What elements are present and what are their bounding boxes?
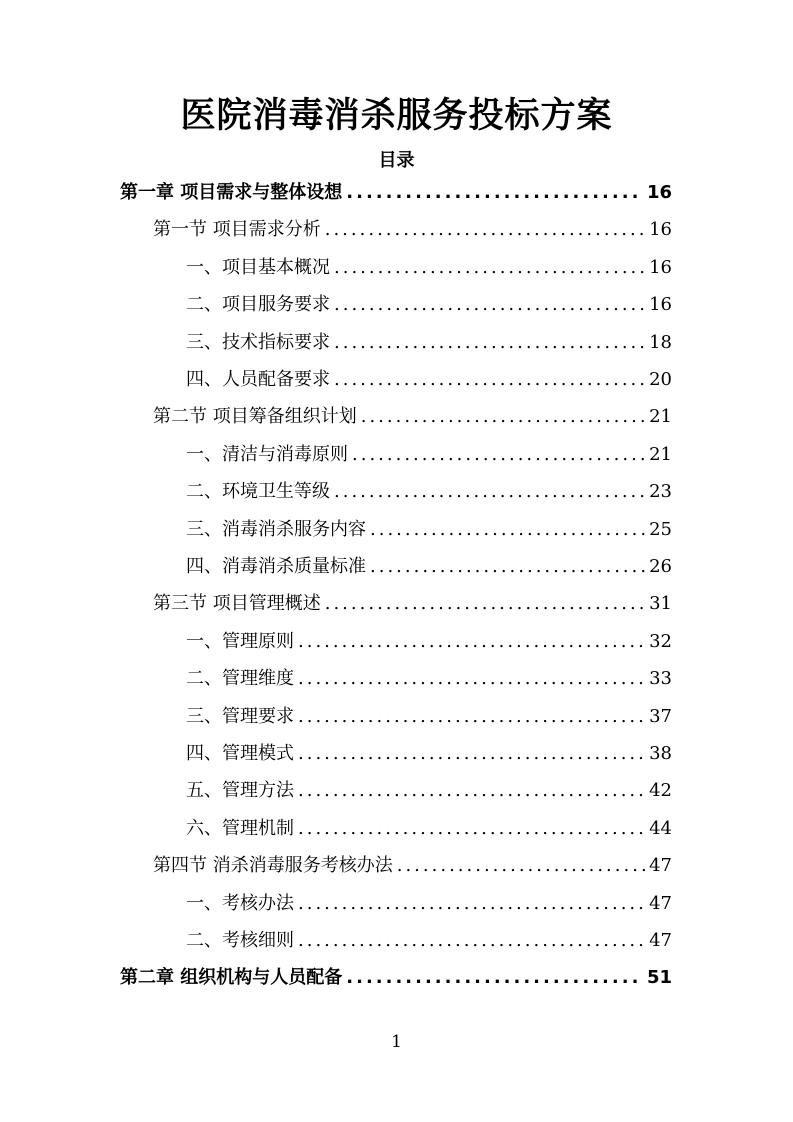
toc-leader-dots [298,629,645,655]
toc-leader-dots [370,517,645,543]
toc-entry-page: 25 [649,518,672,540]
toc-entry-page: 47 [649,892,672,914]
toc-entry[interactable] [186,367,672,393]
toc-leader-dots [298,891,645,917]
toc-entry-page: 42 [649,780,672,802]
toc-entry-page: 26 [649,556,672,577]
toc-leader-dots [334,479,645,505]
toc-entry-label: 四、人员配备要求 [186,369,330,390]
toc-entry-page: 18 [649,331,672,353]
toc-entry-page: 47 [649,855,672,877]
toc-entry-page: 47 [649,930,672,951]
toc-leader-dots [298,778,645,804]
toc-entry-label: 三、消毒消杀服务内容 [186,518,366,540]
document-title: 医院消毒消杀服务投标方案 [180,96,613,136]
toc-entry[interactable] [120,965,672,991]
toc-entry-label: 第三节 项目管理概述 [153,593,321,615]
toc-entry[interactable] [186,517,672,543]
toc-entry-label: 第一章 项目需求与整体设想 [120,182,343,203]
toc-entry[interactable] [186,255,672,281]
toc-entry[interactable] [186,292,672,318]
toc-entry[interactable] [186,891,672,917]
toc-entry-label: 二、项目服务要求 [186,294,330,316]
toc-entry-page: 16 [646,182,672,203]
toc-entry-page: 31 [649,593,672,615]
toc-entry-label: 一、项目基本概况 [186,256,330,278]
toc-leader-dots [346,180,643,206]
toc-leader-dots [346,965,643,991]
toc-leader-dots [298,816,645,842]
toc-entry-label: 五、管理方法 [186,780,294,802]
toc-entry-label: 二、管理维度 [186,668,294,690]
toc-entry-page: 23 [649,481,672,503]
toc-leader-dots [370,554,645,580]
toc-entry[interactable] [186,442,672,468]
toc-leader-dots [298,704,645,730]
toc-entry-page: 21 [649,406,672,428]
toc-entry-label: 三、技术指标要求 [186,331,330,353]
toc-entry-label: 一、考核办法 [186,892,294,914]
toc-entry-page: 32 [649,630,672,652]
toc-entry[interactable] [153,591,672,617]
toc-entry[interactable] [120,180,672,206]
toc-entry[interactable] [186,330,672,356]
toc-entry[interactable] [153,853,672,879]
toc-entry-label: 一、清洁与消毒原则 [186,443,348,465]
toc-entry[interactable] [186,479,672,505]
toc-entry-label: 第二节 项目筹备组织计划 [153,406,357,428]
toc-leader-dots [352,442,645,468]
toc-entry[interactable] [186,666,672,692]
toc-entry-label: 第二章 组织机构与人员配备 [120,967,343,989]
toc-entry-label: 四、管理模式 [186,743,294,764]
toc-entry-page: 16 [649,294,672,316]
toc-entry-page: 16 [649,219,672,241]
toc-entry[interactable] [186,704,672,730]
toc-entry-page: 37 [649,705,672,727]
toc-leader-dots [334,367,645,393]
toc-entry-page: 21 [649,443,672,465]
toc-leader-dots [325,591,645,617]
toc-heading: 目录 [378,150,415,171]
toc-leader-dots [334,255,645,281]
toc-entry-page: 33 [649,668,672,690]
toc-entry-label: 三、管理要求 [186,705,294,727]
toc-entry-label: 第四节 消杀消毒服务考核办法 [153,855,393,877]
toc-entry[interactable] [186,778,672,804]
toc-entry[interactable] [153,404,672,430]
toc-leader-dots [334,292,645,318]
toc-entry-page: 44 [649,817,672,839]
toc-entry[interactable] [186,554,672,580]
toc-leader-dots [298,666,645,692]
page-number: 1 [391,1032,402,1052]
toc-entry[interactable] [186,629,672,655]
toc-entry-page: 51 [646,967,672,989]
toc-entry-label: 二、考核细则 [186,930,294,951]
toc-entry[interactable] [153,217,672,243]
toc-leader-dots [361,404,645,430]
toc-leader-dots [298,741,645,767]
toc-entry-label: 六、管理机制 [186,817,294,839]
toc-entry[interactable] [186,741,672,767]
toc-entry-label: 第一节 项目需求分析 [153,219,321,241]
toc-entry[interactable] [186,928,672,954]
toc-entry-page: 16 [649,256,672,278]
toc-entry-label: 四、消毒消杀质量标准 [186,556,366,577]
toc-entry-label: 二、环境卫生等级 [186,481,330,503]
toc-entry[interactable] [186,816,672,842]
toc-leader-dots [325,217,645,243]
toc-entry-label: 一、管理原则 [186,630,294,652]
toc-leader-dots [334,330,645,356]
toc-leader-dots [397,853,645,879]
toc-entry-page: 20 [649,369,672,390]
toc-leader-dots [298,928,645,954]
toc-entry-page: 38 [649,743,672,764]
